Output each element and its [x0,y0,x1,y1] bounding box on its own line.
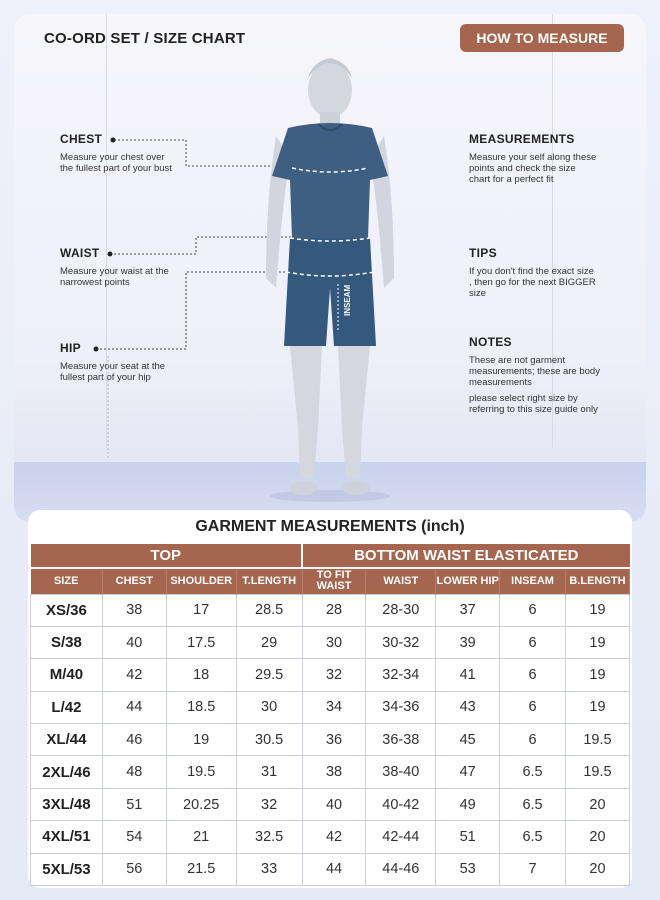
table-cell: 46 [102,724,166,756]
table-cell: 19 [565,659,629,691]
column-header: TO FIT WAIST [302,568,366,594]
table-cell: 20 [565,853,629,885]
table-cell: 19.5 [166,756,236,788]
table-cell: 29.5 [236,659,302,691]
column-header: B.LENGTH [565,568,629,594]
column-header: LOWER HIP [436,568,500,594]
shorts [284,238,376,346]
table-cell: 30 [236,691,302,723]
group-header-top: TOP [31,544,303,568]
table-cell: 31 [236,756,302,788]
table-cell: 41 [436,659,500,691]
table-cell: 36-38 [366,724,436,756]
table-cell: 19 [565,691,629,723]
table-cell: 44-46 [366,853,436,885]
size-cell: M/40 [31,659,103,691]
table-cell: 7 [500,853,566,885]
table-cell: 18.5 [166,691,236,723]
table-row [31,691,630,723]
table-row [31,724,630,756]
table-cell: 30-32 [366,626,436,658]
table-cell: 49 [436,788,500,820]
column-header: SHOULDER [166,568,236,594]
table-cell: 6 [500,626,566,658]
table-cell: 51 [102,788,166,820]
table-title: GARMENT MEASUREMENTS (inch) [195,518,465,535]
table-cell: 6.5 [500,756,566,788]
table-cell: 34 [302,691,366,723]
table-row [31,594,630,626]
column-header: T.LENGTH [236,568,302,594]
table-cell: 6 [500,691,566,723]
table-row [31,756,630,788]
size-cell: S/38 [31,626,103,658]
table-cell: 6 [500,594,566,626]
size-table-body [31,594,630,886]
size-cell: XL/44 [31,724,103,756]
table-cell: 6.5 [500,821,566,853]
table-cell: 19 [565,626,629,658]
table-cell: 54 [102,821,166,853]
size-cell: 4XL/51 [31,821,103,853]
size-cell: 2XL/46 [31,756,103,788]
column-header: CHEST [102,568,166,594]
hip-instructions: Measure your seat at the fullest part of your hip [60,361,166,383]
chest-instructions: Measure your chest over the fullest part of your bust [60,152,172,174]
table-cell: 30 [302,626,366,658]
table-cell: 21 [166,821,236,853]
table-row [31,821,630,853]
table-cell: 44 [102,691,166,723]
table-cell: 19.5 [565,724,629,756]
group-header-bottom: BOTTOM WAIST ELASTICATED [302,544,629,568]
table-cell: 19 [166,724,236,756]
chest-heading: CHEST [60,132,103,146]
table-cell: 37 [436,594,500,626]
table-cell: 38 [302,756,366,788]
waist-heading: WAIST [60,246,100,260]
table-cell: 20 [565,821,629,853]
figure-shadow [270,490,390,502]
table-cell: 36 [302,724,366,756]
table-row [31,853,630,885]
table-cell: 56 [102,853,166,885]
table-cell: 33 [236,853,302,885]
table-cell: 30.5 [236,724,302,756]
table-cell: 20 [565,788,629,820]
table-cell: 40 [302,788,366,820]
size-table [30,544,630,886]
table-cell: 44 [302,853,366,885]
table-cell: 40 [102,626,166,658]
tips-text: If you don't find the exact size , then go for the next BIGGER size [469,266,596,299]
size-cell: L/42 [31,691,103,723]
table-cell: 18 [166,659,236,691]
table-cell: 39 [436,626,500,658]
table-row [31,659,630,691]
table-cell: 6.5 [500,788,566,820]
notes-text-2: please select right size by referring to this size guide only [469,393,598,415]
table-cell: 42 [102,659,166,691]
table-cell: 6 [500,724,566,756]
table-cell: 29 [236,626,302,658]
table-cell: 28-30 [366,594,436,626]
size-cell: 3XL/48 [31,788,103,820]
table-cell: 47 [436,756,500,788]
table-cell: 48 [102,756,166,788]
how-to-measure-button[interactable]: HOW TO MEASURE [460,24,624,52]
tshirt [272,123,388,238]
table-cell: 17 [166,594,236,626]
table-cell: 32.5 [236,821,302,853]
table-cell: 20.25 [166,788,236,820]
table-cell: 17.5 [166,626,236,658]
table-cell: 40-42 [366,788,436,820]
measurements-heading: MEASUREMENTS [469,132,575,146]
column-header: INSEAM [500,568,566,594]
table-cell: 28.5 [236,594,302,626]
table-cell: 6 [500,659,566,691]
waist-instructions: Measure your waist at the narrowest points [60,266,169,288]
table-cell: 21.5 [166,853,236,885]
measurements-text: Measure your self along these points and check the size chart for a perfect fit [469,152,597,185]
table-cell: 32 [236,788,302,820]
notes-heading: NOTES [469,335,512,349]
table-cell: 28 [302,594,366,626]
size-cell: XS/36 [31,594,103,626]
left-leg [290,346,322,478]
hip-heading: HIP [60,341,81,355]
table-cell: 45 [436,724,500,756]
inseam-label: INSEAM [343,284,352,316]
table-cell: 53 [436,853,500,885]
tips-heading: TIPS [469,246,497,260]
table-cell: 38 [102,594,166,626]
notes-text: These are not garment measurements; these are body measurements [469,355,600,388]
table-cell: 51 [436,821,500,853]
page-title: CO-ORD SET / SIZE CHART [44,30,246,47]
table-cell: 38-40 [366,756,436,788]
size-chart-sheet [28,510,632,888]
mannequin-figure [210,48,450,508]
table-cell: 42 [302,821,366,853]
right-leg [338,346,370,478]
column-header: WAIST [366,568,436,594]
table-cell: 19.5 [565,756,629,788]
table-cell: 42-44 [366,821,436,853]
table-row [31,626,630,658]
table-cell: 32 [302,659,366,691]
table-cell: 32-34 [366,659,436,691]
table-row [31,788,630,820]
table-cell: 43 [436,691,500,723]
head [308,62,352,118]
table-cell: 19 [565,594,629,626]
size-cell: 5XL/53 [31,853,103,885]
column-header: SIZE [31,568,103,594]
table-cell: 34-36 [366,691,436,723]
